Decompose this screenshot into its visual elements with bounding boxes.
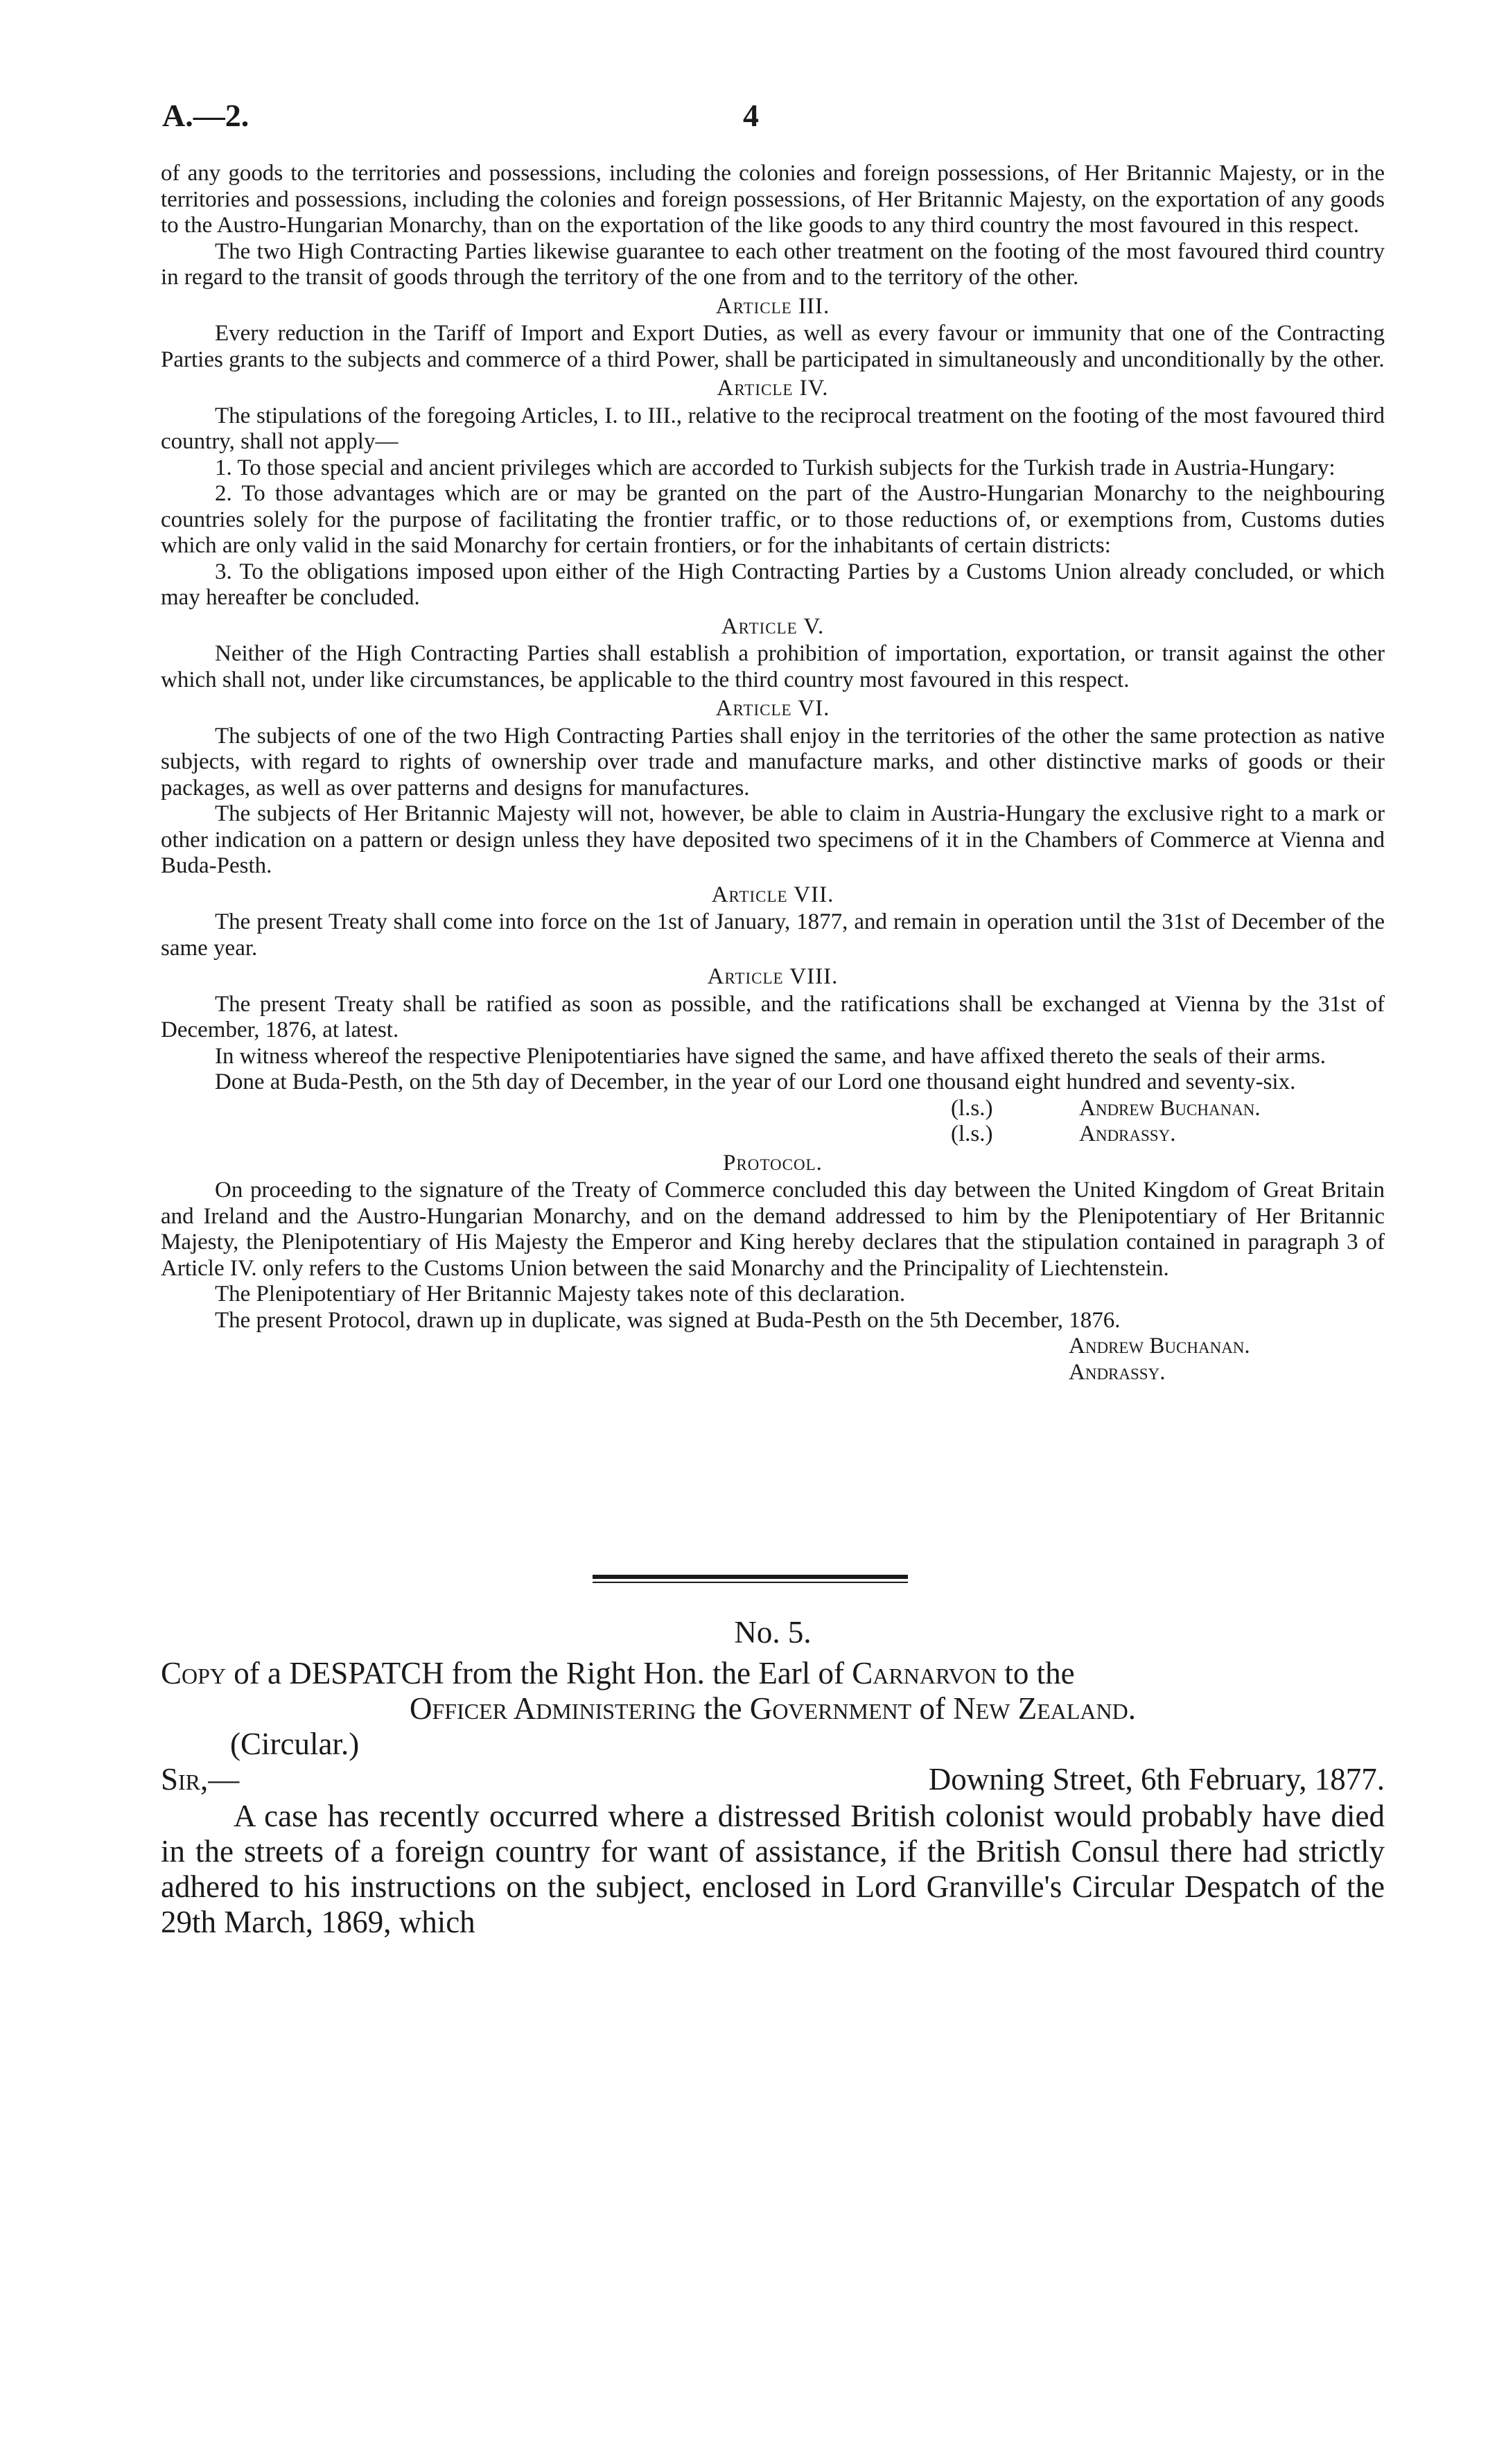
article-7-text: The present Treaty shall come into force on the 1st of January, 1877, and remain in operation until the 31st of December of the same year. <box>161 909 1385 961</box>
witness-clause: In witness whereof the respective Plenipotentiaries have signed the same, and have affixed thereto the seals of their arms. <box>215 1043 1326 1069</box>
despatch-title-recipient: Officer Administering the Government of New Zealand. <box>410 1691 1136 1726</box>
signatory-name: Andrassy. <box>1069 1359 1166 1385</box>
treaty-body <box>161 161 1385 1386</box>
article-5-heading: Article V. <box>721 613 825 639</box>
article-8-text: The present Treaty shall be ratified as soon as possible, and the ratifications shall be exchanged at Vienna by the 31st of December, 1876, at latest. <box>161 991 1385 1042</box>
paragraph-transit: The two High Contracting Parties likewise guarantee to each other treatment on the footing of the most favoured third country in regard to the transit of goods through the territory of the one from and to the territory of the other. <box>161 238 1385 290</box>
despatch-section <box>161 1615 1385 1940</box>
despatch-number: No. 5. <box>734 1615 812 1650</box>
article-4-item-2: 2. To those advantages which are or may be granted on the part of the Austro-Hungarian Monarchy to the neighbouring countries solely for the purpose of facilitating the frontier traffic, or to those reductions of, or exemptions from, Customs duties which are only valid in the said Monarchy for certain frontiers, or for the inhabitants of certain districts: <box>161 481 1385 558</box>
protocol-signature-1 <box>161 1334 1385 1360</box>
salutation-line <box>161 1762 1385 1799</box>
seal-mark: (l.s.) <box>951 1095 993 1121</box>
article-3-text: Every reduction in the Tariff of Import and Export Duties, as well as every favour or immunity that one of the Contracting Parties grants to the subjects and commerce of a third Power, shall be participated in simultaneously and unconditionally by the other. <box>161 321 1385 372</box>
signature-line-2 <box>161 1121 1385 1148</box>
article-6-heading: Article VI. <box>715 696 830 721</box>
article-6-text-1: The subjects of one of the two High Contracting Parties shall enjoy in the territories of the other the same protection as native subjects, with regard to rights of ownership over trade and manufacture marks, and other distinctive marks of goods or their packages, as well as over patterns and designs for manufactures. <box>161 723 1385 801</box>
place-date: Downing Street, 6th February, 1877. <box>928 1762 1385 1797</box>
page-header <box>154 97 1352 139</box>
despatch-title: Copy of a DESPATCH from the Right Hon. the Earl of Carnarvon to the <box>161 1656 1075 1690</box>
article-8-heading: Article VIII. <box>707 964 839 989</box>
article-6-text-2: The subjects of Her Britannic Majesty will not, however, be able to claim in Austria-Hungary the exclusive right to a mark or other indication on a pattern or design unless they have deposited two specimens of it in the Chambers of Commerce at Vienna and Buda-Pesth. <box>161 801 1385 878</box>
document-reference: A.—2. <box>162 98 249 133</box>
salutation: Sir,— <box>161 1762 240 1797</box>
protocol-text-3: The present Protocol, drawn up in duplicate, was signed at Buda-Pesth on the 5th December, 1876. <box>215 1307 1121 1333</box>
protocol-text-2: The Plenipotentiary of Her Britannic Majesty takes note of this declaration. <box>215 1282 906 1307</box>
article-5-text: Neither of the High Contracting Parties shall establish a prohibition of importation, exportation, or transit against the other which shall not, under like circumstances, be applicable to the third country most favoured in this respect. <box>161 641 1385 692</box>
seal-mark: (l.s.) <box>951 1121 993 1146</box>
circular-label: (Circular.) <box>230 1727 360 1761</box>
article-3-heading: Article III. <box>715 293 830 319</box>
despatch-text: A case has recently occurred where a distressed British colonist would probably have died in the streets of a foreign country for want of assistance, if the British Consul there had strictly adhered to his instructions on the subject, enclosed in Lord Granville's Circular Despatch of the 29th March, 1869, which <box>161 1799 1385 1939</box>
page-number: 4 <box>743 98 759 133</box>
done-clause: Done at Buda-Pesth, on the 5th day of December, in the year of our Lord one thousand eight hundred and seventy-six. <box>215 1069 1296 1094</box>
signatory-name: Andrew Buchanan. <box>1079 1095 1261 1121</box>
protocol-signature-2 <box>161 1360 1385 1386</box>
signatory-name: Andrassy. <box>1079 1121 1176 1146</box>
article-4-heading: Article IV. <box>717 376 829 401</box>
section-divider <box>593 1575 908 1579</box>
article-4-item-3: 3. To the obligations imposed upon either of the High Contracting Parties by a Customs Union already concluded, or which may hereafter be concluded. <box>161 559 1385 610</box>
paragraph-intro: of any goods to the territories and possessions, including the colonies and foreign possessions, of Her Britannic Majesty, or in the territories and possessions, including the colonies and foreign possessions, of Her Britannic Majesty, on the exportation of any goods to the Austro-Hungarian Monarchy, than on the exportation of the like goods to any third country the most favoured in this respect. <box>161 161 1385 238</box>
article-4-text: The stipulations of the foregoing Articles, I. to III., relative to the reciprocal treatment on the footing of the most favoured third country, shall not apply— <box>161 403 1385 454</box>
signature-line-1 <box>161 1096 1385 1122</box>
section-divider-thin <box>593 1582 908 1583</box>
protocol-heading: Protocol. <box>723 1150 823 1176</box>
protocol-text-1: On proceeding to the signature of the Treaty of Commerce concluded this day between the United Kingdom of Great Britain and Ireland and the Austro-Hungarian Monarchy, and on the demand addressed to him by the Plenipotentiary of Her Britannic Majesty, the Plenipotentiary of His Majesty the Emperor and King hereby declares that the stipulation contained in paragraph 3 of Article IV. only refers to the Customs Union between the said Monarchy and the Principality of Liechtenstein. <box>161 1178 1385 1281</box>
signatory-name: Andrew Buchanan. <box>1069 1334 1250 1358</box>
article-7-heading: Article VII. <box>711 882 834 907</box>
article-4-item-1: 1. To those special and ancient privileges which are accorded to Turkish subjects for the Turkish trade in Austria-Hungary: <box>215 455 1336 480</box>
